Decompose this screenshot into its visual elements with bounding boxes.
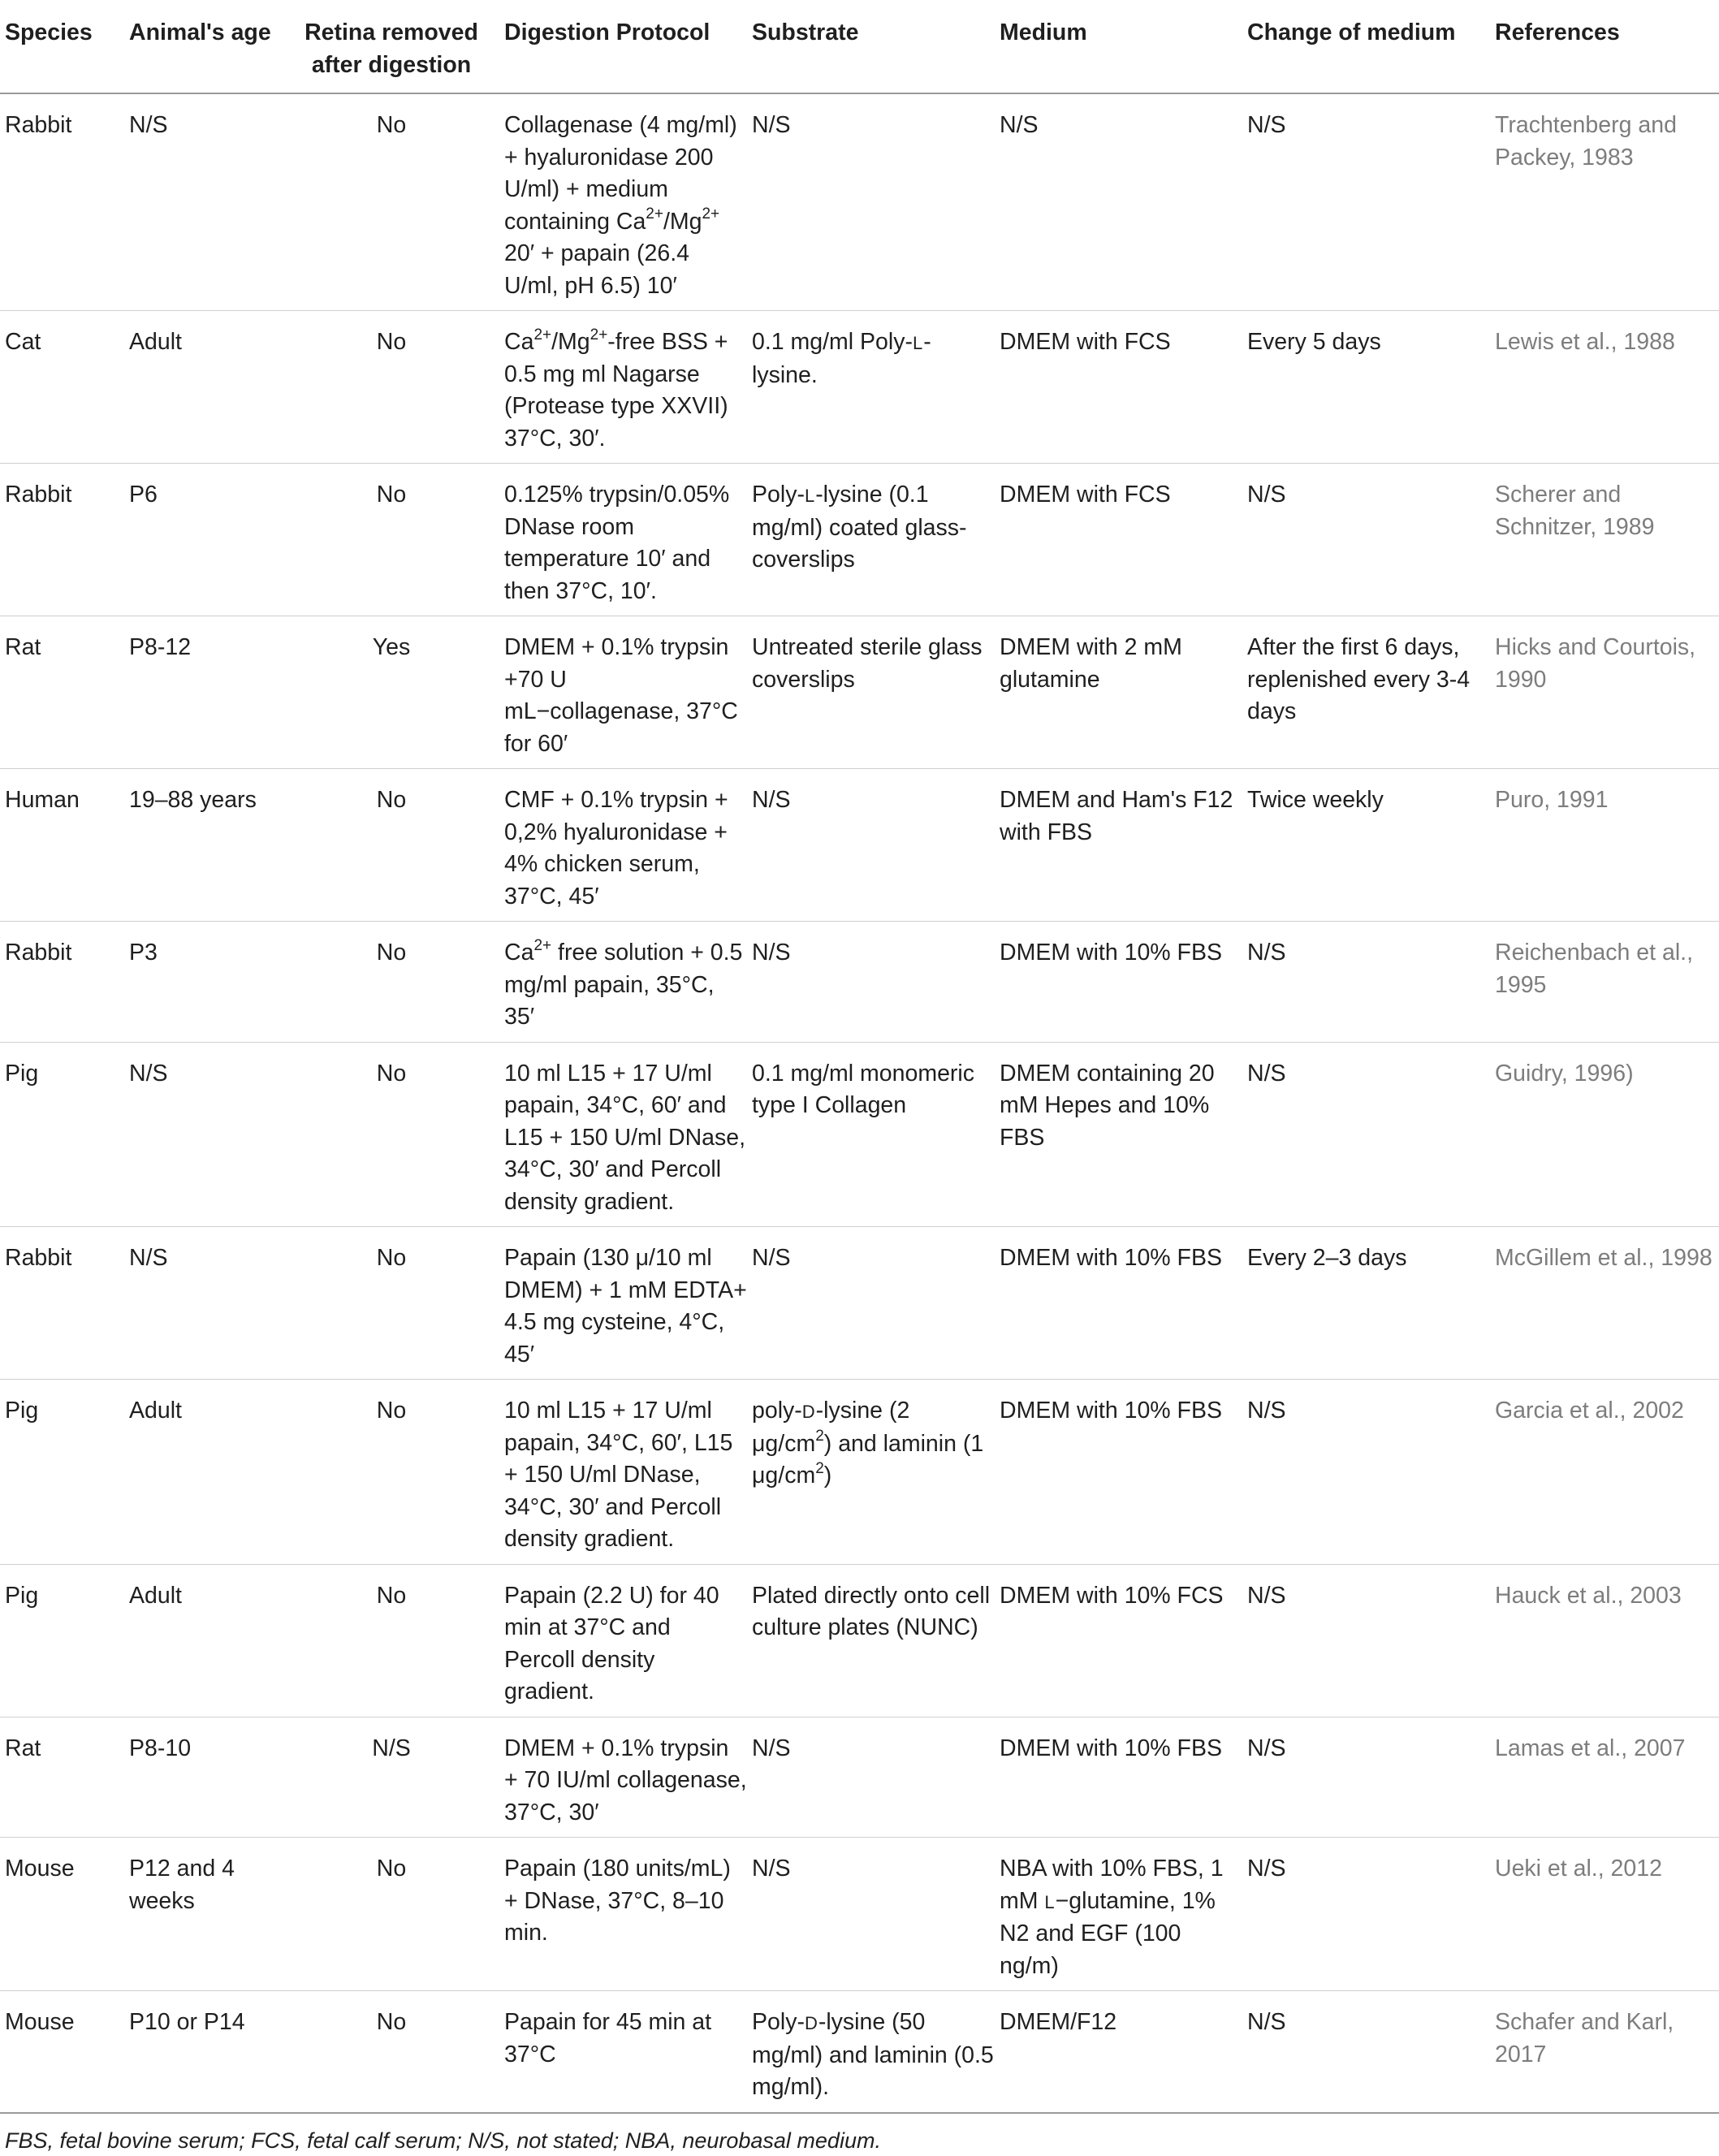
cell-retina: No	[279, 1991, 499, 2113]
cell-change: After the first 6 days, replenished every 3-4 days	[1242, 616, 1490, 769]
cell-protocol: Papain (2.2 U) for 40 min at 37°C and Percoll density gradient.	[499, 1564, 747, 1717]
cell-species: Rat	[0, 616, 124, 769]
cell-retina: No	[279, 1564, 499, 1717]
cell-retina: No	[279, 1838, 499, 1991]
cell-reference: Puro, 1991	[1490, 769, 1719, 922]
cell-medium: DMEM with FCS	[995, 464, 1242, 616]
header-age: Animal's age	[124, 0, 279, 93]
header-retina: Retina removed after digestion	[279, 0, 499, 93]
cell-reference: Reichenbach et al., 1995	[1490, 922, 1719, 1043]
cell-substrate: poly-D-lysine (2 $\mu g/cm^2$) and laminin (1 $\mu g/cm^2$)	[747, 1380, 995, 1565]
cell-reference: Guidry, 1996)	[1490, 1042, 1719, 1227]
header-protocol: Digestion Protocol	[499, 0, 747, 93]
cell-medium: DMEM with FCS	[995, 311, 1242, 464]
cell-substrate: N/S	[747, 769, 995, 922]
cell-age: N/S	[124, 1042, 279, 1227]
header-substrate: Substrate	[747, 0, 995, 93]
cell-age: P8-12	[124, 616, 279, 769]
cell-change: N/S	[1242, 93, 1490, 311]
cell-change: N/S	[1242, 1380, 1490, 1565]
cell-change: N/S	[1242, 1717, 1490, 1838]
cell-medium: DMEM with 10% FBS	[995, 1717, 1242, 1838]
cell-medium: DMEM with 10% FBS	[995, 1380, 1242, 1565]
cell-retina: No	[279, 93, 499, 311]
cell-age: P10 or P14	[124, 1991, 279, 2113]
header-change: Change of medium	[1242, 0, 1490, 93]
cell-protocol: 10 ml L15 + 17 U/ml papain, 34°C, 60′ and L15 + 150 U/ml DNase, 34°C, 30′ and Percoll density gradient.	[499, 1042, 747, 1227]
cell-age: N/S	[124, 93, 279, 311]
cell-substrate: N/S	[747, 1717, 995, 1838]
table-row	[0, 93, 1719, 311]
cell-protocol: CMF + 0.1% trypsin + 0,2% hyaluronidase + 4% chicken serum, 37°C, 45′	[499, 769, 747, 922]
cell-medium: DMEM containing 20 mM Hepes and 10% FBS	[995, 1042, 1242, 1227]
cell-species: Rabbit	[0, 922, 124, 1043]
table-row	[0, 769, 1719, 922]
cell-reference: McGillem et al., 1998	[1490, 1227, 1719, 1380]
cell-medium: DMEM with 2 mM glutamine	[995, 616, 1242, 769]
cell-substrate: 0.1 mg/ml monomeric type I Collagen	[747, 1042, 995, 1227]
cell-substrate: Plated directly onto cell culture plates (NUNC)	[747, 1564, 995, 1717]
cell-reference: Hicks and Courtois, 1990	[1490, 616, 1719, 769]
cell-substrate: Poly-D-lysine (50 mg/ml) and laminin (0.5 mg/ml).	[747, 1991, 995, 2113]
cell-species: Rat	[0, 1717, 124, 1838]
table-header-row	[0, 0, 1719, 93]
table-row	[0, 922, 1719, 1043]
cell-protocol: 10 ml L15 + 17 U/ml papain, 34°C, 60′, L15 + 150 U/ml DNase, 34°C, 30′ and Percoll density gradient.	[499, 1380, 747, 1565]
cell-age: Adult	[124, 311, 279, 464]
cell-substrate: N/S	[747, 1227, 995, 1380]
cell-protocol: DMEM + 0.1% trypsin +70 U mL−collagenase, 37°C for 60′	[499, 616, 747, 769]
cell-retina: No	[279, 1042, 499, 1227]
cell-change: N/S	[1242, 922, 1490, 1043]
cell-retina: No	[279, 464, 499, 616]
cell-reference: Lamas et al., 2007	[1490, 1717, 1719, 1838]
cell-age: N/S	[124, 1227, 279, 1380]
cell-change: N/S	[1242, 1042, 1490, 1227]
cell-age: Adult	[124, 1564, 279, 1717]
table-row	[0, 1227, 1719, 1380]
cell-age: P3	[124, 922, 279, 1043]
cell-change: Every 5 days	[1242, 311, 1490, 464]
table-row	[0, 1564, 1719, 1717]
cell-medium: DMEM with 10% FBS	[995, 922, 1242, 1043]
header-medium: Medium	[995, 0, 1242, 93]
cell-medium: DMEM with 10% FBS	[995, 1227, 1242, 1380]
cell-change: N/S	[1242, 464, 1490, 616]
cell-protocol: Papain for 45 min at 37°C	[499, 1991, 747, 2113]
cell-substrate: N/S	[747, 1838, 995, 1991]
cell-species: Rabbit	[0, 93, 124, 311]
cell-species: Human	[0, 769, 124, 922]
cell-protocol: $Ca^{2+}$ free solution + 0.5 mg/ml papain, 35°C, 35′	[499, 922, 747, 1043]
cell-change: Twice weekly	[1242, 769, 1490, 922]
cell-reference: Garcia et al., 2002	[1490, 1380, 1719, 1565]
cell-medium: DMEM and Ham's F12 with FBS	[995, 769, 1242, 922]
cell-age: P8-10	[124, 1717, 279, 1838]
cell-species: Mouse	[0, 1838, 124, 1991]
cell-medium: NBA with 10% FBS, 1 mM L−glutamine, 1% N2 and EGF (100 ng/m)	[995, 1838, 1242, 1991]
cell-species: Pig	[0, 1042, 124, 1227]
table-body	[0, 93, 1719, 2113]
cell-protocol: $Ca^{2+}/Mg^{2+}$-free BSS + 0.5 mg ml Nagarse (Protease type XXVII) 37°C, 30′.	[499, 311, 747, 464]
cell-age: P12 and 4 weeks	[124, 1838, 279, 1991]
cell-retina: No	[279, 922, 499, 1043]
cell-protocol: 0.125% trypsin/0.05% DNase room temperature 10′ and then 37°C, 10′.	[499, 464, 747, 616]
cell-reference: Schafer and Karl, 2017	[1490, 1991, 1719, 2113]
cell-substrate: N/S	[747, 922, 995, 1043]
cell-species: Cat	[0, 311, 124, 464]
cell-change: N/S	[1242, 1838, 1490, 1991]
cell-protocol: Collagenase (4 mg/ml) + hyaluronidase 200 U/ml) + medium containing $Ca^{2+}/Mg^{2+}$ 20′ + papain (26.4 U/ml, pH 6.5) 10′	[499, 93, 747, 311]
cell-change: Every 2–3 days	[1242, 1227, 1490, 1380]
cell-substrate: Poly-L-lysine (0.1 mg/ml) coated glass-coverslips	[747, 464, 995, 616]
cell-protocol: Papain (130 μ/10 ml DMEM) + 1 mM EDTA+ 4.5 mg cysteine, 4°C, 45′	[499, 1227, 747, 1380]
cell-reference: Trachtenberg and Packey, 1983	[1490, 93, 1719, 311]
cell-age: P6	[124, 464, 279, 616]
cell-species: Rabbit	[0, 1227, 124, 1380]
table-row	[0, 1042, 1719, 1227]
cell-retina: No	[279, 1227, 499, 1380]
cell-retina: N/S	[279, 1717, 499, 1838]
cell-retina: No	[279, 1380, 499, 1565]
table-footnote: FBS, fetal bovine serum; FCS, fetal calf serum; N/S, not stated; NBA, neurobasal medium.	[5, 2128, 881, 2153]
cell-medium: N/S	[995, 93, 1242, 311]
cell-species: Pig	[0, 1380, 124, 1565]
cell-medium: DMEM with 10% FCS	[995, 1564, 1242, 1717]
cell-reference: Scherer and Schnitzer, 1989	[1490, 464, 1719, 616]
cell-retina: Yes	[279, 616, 499, 769]
table-row	[0, 464, 1719, 616]
table-row	[0, 1991, 1719, 2113]
cell-reference: Ueki et al., 2012	[1490, 1838, 1719, 1991]
cell-substrate: N/S	[747, 93, 995, 311]
cell-retina: No	[279, 769, 499, 922]
header-references: References	[1490, 0, 1719, 93]
cell-substrate: 0.1 mg/ml Poly-L-lysine.	[747, 311, 995, 464]
table-row	[0, 616, 1719, 769]
cell-age: 19–88 years	[124, 769, 279, 922]
cell-species: Mouse	[0, 1991, 124, 2113]
cell-substrate: Untreated sterile glass coverslips	[747, 616, 995, 769]
cell-change: N/S	[1242, 1991, 1490, 2113]
cell-age: Adult	[124, 1380, 279, 1565]
table-row	[0, 1717, 1719, 1838]
cell-protocol: DMEM + 0.1% trypsin + 70 IU/ml collagenase, 37°C, 30′	[499, 1717, 747, 1838]
cell-medium: DMEM/F12	[995, 1991, 1242, 2113]
table-row	[0, 311, 1719, 464]
cell-retina: No	[279, 311, 499, 464]
cell-protocol: Papain (180 units/mL) + DNase, 37°C, 8–10 min.	[499, 1838, 747, 1991]
table-row	[0, 1380, 1719, 1565]
cell-reference: Lewis et al., 1988	[1490, 311, 1719, 464]
cell-change: N/S	[1242, 1564, 1490, 1717]
header-species: Species	[0, 0, 124, 93]
cell-species: Pig	[0, 1564, 124, 1717]
cell-species: Rabbit	[0, 464, 124, 616]
table-row	[0, 1838, 1719, 1991]
cell-reference: Hauck et al., 2003	[1490, 1564, 1719, 1717]
